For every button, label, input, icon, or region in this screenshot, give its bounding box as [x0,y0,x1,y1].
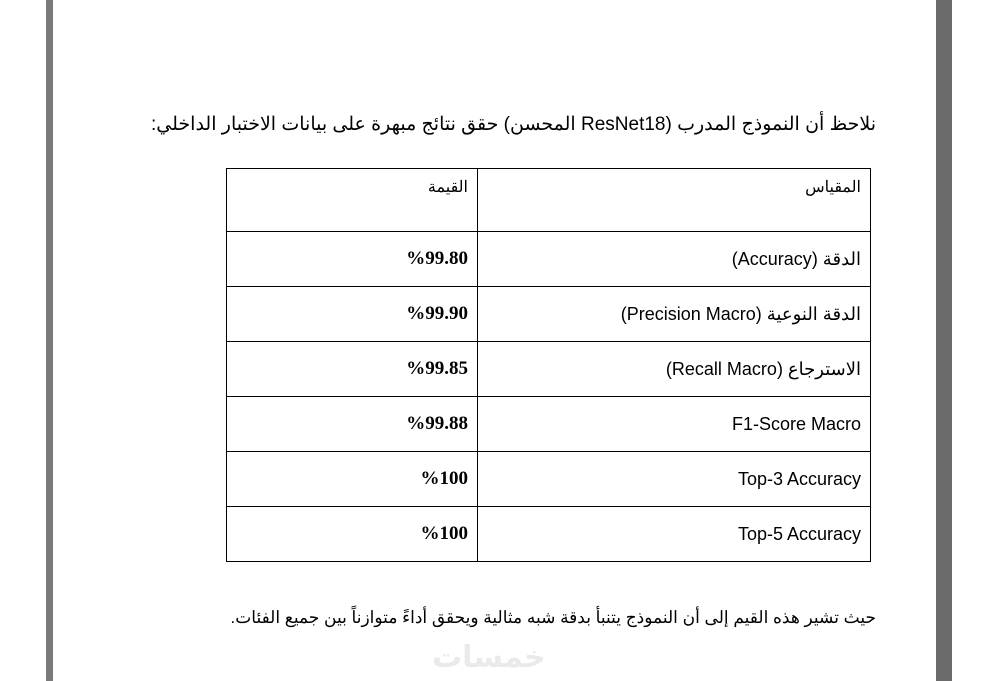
metric-name: الاسترجاع (Recall Macro) [478,342,871,397]
table-row [227,287,871,342]
left-page-border [46,0,53,681]
right-scrollbar-track[interactable] [936,0,952,681]
header-metric: المقياس [478,169,871,232]
table-row [227,452,871,507]
metric-value: %99.90 [227,287,478,342]
metric-value: %100 [227,452,478,507]
table-row [227,342,871,397]
metric-name: الدقة النوعية (Precision Macro) [478,287,871,342]
table-row [227,397,871,452]
site-watermark: خمسات [432,640,546,675]
metric-name: F1-Score Macro [478,397,871,452]
table-header-row [227,169,871,232]
metric-value: %99.80 [227,232,478,287]
metrics-table [226,168,871,562]
header-value: القيمة [227,169,478,232]
metric-name: Top-3 Accuracy [478,452,871,507]
outro-paragraph: حيث تشير هذه القيم إلى أن النموذج يتنبأ بدقة شبه مثالية ويحقق أداءً متوازناً بين جميع الفئات. [230,608,876,627]
metric-name: الدقة (Accuracy) [478,232,871,287]
metric-value: %99.85 [227,342,478,397]
metric-name: Top-5 Accuracy [478,507,871,562]
table-row [227,507,871,562]
metric-value: %100 [227,507,478,562]
intro-paragraph: نلاحظ أن النموذج المدرب (ResNet18 المحسن) حقق نتائج مبهرة على بيانات الاختبار الداخلي: [151,114,876,135]
metric-value: %99.88 [227,397,478,452]
table-row [227,232,871,287]
